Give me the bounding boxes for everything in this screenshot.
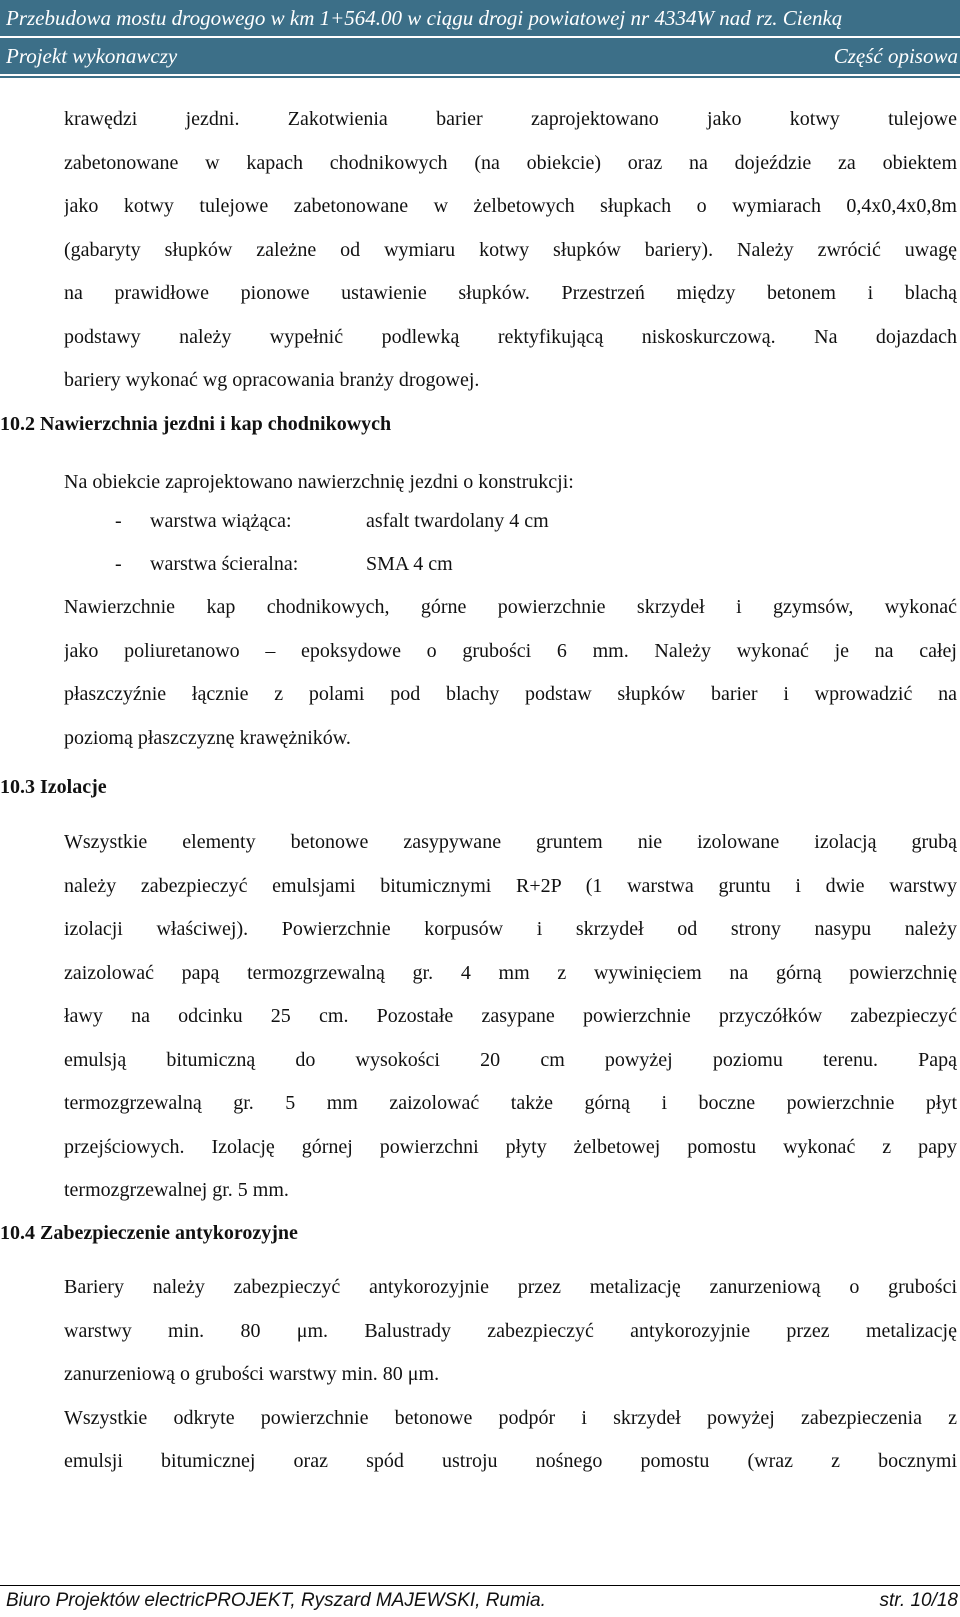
list-label: warstwa wiążąca: [150,510,292,532]
text-line: emulsją bitumiczną do wysokości 20 cm powyżej poziomu terenu. Papą [64,1048,957,1071]
text-line: bariery wykonać wg opracowania branży drogowej. [64,369,480,391]
text-line: ławy na odcinku 25 cm. Pozostałe zasypane powierzchnie przyczółków zabezpieczyć [64,1005,957,1027]
header-left: Projekt wykonawczy [6,44,178,68]
list-item [115,553,453,576]
header-title: Przebudowa mostu drogowego w km 1+564.00 w ciągu drogi powiatowej nr 4334W nad rz. Cienką [6,6,843,30]
text-line: termozgrzewalnej gr. 5 mm. [64,1179,289,1201]
text-line: termozgrzewalną gr. 5 mm zaizolować także górną i boczne powierzchnie płyt [64,1092,957,1114]
text-line: Nawierzchnie kap chodnikowych, górne powierzchnie skrzydeł i gzymsów, wykonać [64,596,957,618]
text-line: warstwy min. 80 μm. Balustrady zabezpieczyć antykorozyjnie przez metalizację [64,1319,957,1342]
text-line: jako poliuretanowo – epoksydowe o grubości 6 mm. Należy wykonać je na całej [64,639,957,662]
page-number: str. 10/18 [879,1590,958,1611]
header-title-bar [0,0,960,36]
header-divider [0,76,960,78]
section-heading-10-3: 10.3 Izolacje [0,776,107,798]
list-dash: - [115,510,122,532]
text-line: (gabaryty słupków zależne od wymiaru kotwy słupków bariery). Należy zwrócić uwagę [64,238,957,261]
list-value: asfalt twardolany 4 cm [366,510,549,532]
text-line: Wszystkie odkryte powierzchnie betonowe podpór i skrzydeł powyżej zabezpieczenia z [64,1406,957,1429]
section-heading-10-2: 10.2 Nawierzchnia jezdni i kap chodnikowych [0,413,392,435]
page-footer [0,1590,960,1616]
list-item [115,510,549,533]
text-line: Wszystkie elementy betonowe zasypywane gruntem nie izolowane izolacją grubą [64,831,957,853]
list-label: warstwa ścieralna: [150,553,299,575]
section-heading-10-4: 10.4 Zabezpieczenie antykorozyjne [0,1222,298,1244]
text-line: zabetonowane w kapach chodnikowych (na obiekcie) oraz na dojeździe za obiektem [64,151,957,174]
list-value: SMA 4 cm [366,553,453,575]
text-line: poziomą płaszczyznę krawężników. [64,726,351,749]
header-right: Część opisowa [833,44,958,68]
text-line: podstawy należy wypełnić podlewką rektyfikującą niskoskurczową. Na dojazdach [64,325,957,348]
s102-paragraph [64,586,957,760]
text-line: na prawidłowe pionowe ustawienie słupków. Przestrzeń między betonem i blachą [64,282,957,304]
s103-paragraph [64,821,957,1213]
text-line: emulsji bitumicznej oraz spód ustroju nośnego pomostu (wraz z bocznymi [64,1450,957,1472]
text-line: Bariery należy zabezpieczyć antykorozyjnie przez metalizację zanurzeniową o grubości [64,1276,957,1298]
text-line: izolacji właściwej). Powierzchnie korpusów i skrzydeł od strony nasypu należy [64,918,957,940]
text-line: Na obiekcie zaprojektowano nawierzchnię jezdni o konstrukcji: [64,471,574,493]
header-sub-bar [0,38,960,74]
s102-intro [64,461,957,505]
footer-divider [0,1585,960,1586]
text-line: należy zabezpieczyć emulsjami bitumicznymi R+2P (1 warstwa gruntu i dwie warstwy [64,874,957,897]
list-dash: - [115,553,122,575]
text-line: zanurzeniową o grubości warstwy min. 80 μm. [64,1363,440,1385]
text-line: krawędzi jezdni. Zakotwienia barier zaprojektowano jako kotwy tulejowe [64,108,957,130]
text-line: przejściowych. Izolację górnej powierzchni płyty żelbetowej pomostu wykonać z papy [64,1135,957,1158]
text-line: płaszczyźnie łącznie z polami pod blachy podstaw słupków barier i wprowadzić na [64,683,957,705]
intro-paragraph [64,98,957,403]
text-line: zaizolować papą termozgrzewalną gr. 4 mm z wywinięciem na górną powierzchnię [64,961,957,984]
text-line: jako kotwy tulejowe zabetonowane w żelbetowych słupkach o wymiarach 0,4x0,4x0,8m [64,195,957,217]
s104-paragraph [64,1266,957,1484]
footer-company: Biuro Projektów electricPROJEKT, Ryszard MAJEWSKI, Rumia. [6,1590,546,1611]
